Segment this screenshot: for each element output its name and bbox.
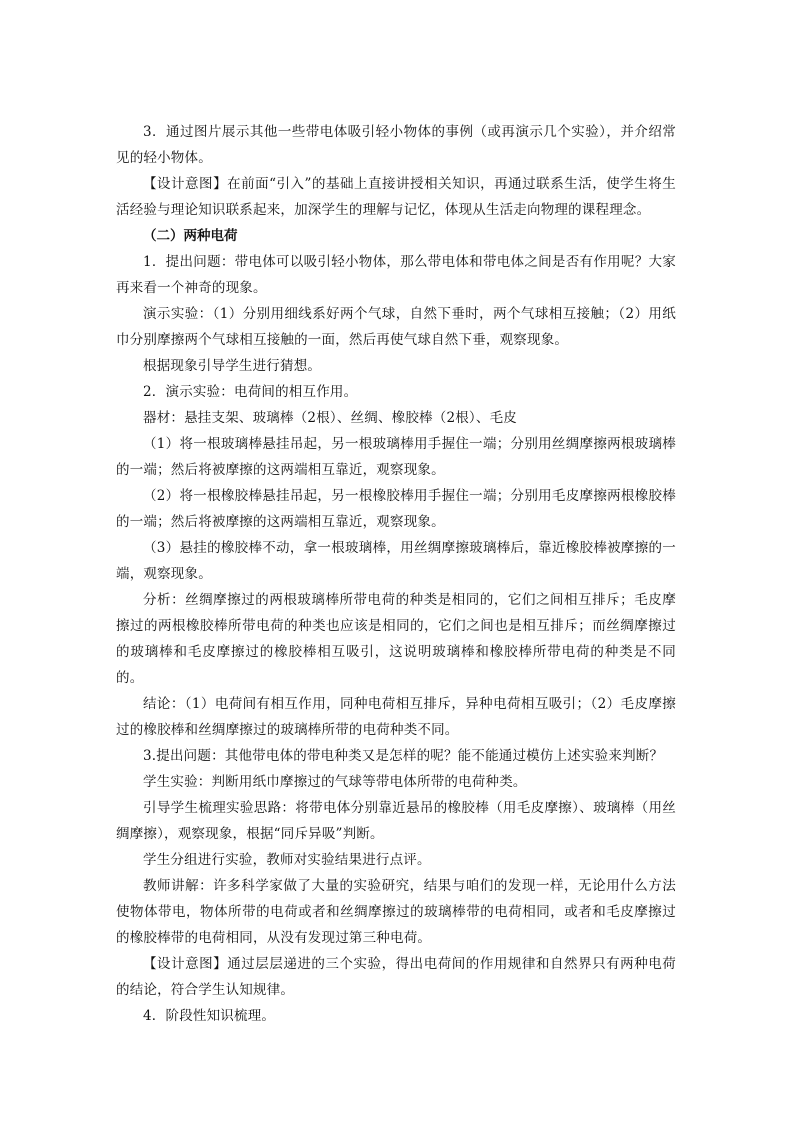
paragraph-question-1: 1．提出问题：带电体可以吸引轻小物体，那么带电体和带电体之间是否有作用呢？大家再来看一个神奇的现象。 — [116, 254, 676, 296]
paragraph-teacher-explanation: 教师讲解：许多科学家做了大量的实验研究，结果与咱们的发现一样，无论用什么方法使物体带电，物体所带的电荷或者和丝绸摩擦过的玻璃棒带的电荷相同，或者和毛皮摩擦过的橡胶棒带的电荷相同，从没有发现过第三种电荷。 — [116, 878, 676, 946]
paragraph-design-intent-2: 【设计意图】通过层层递进的三个实验，得出电荷间的作用规律和自然界只有两种电荷的结论，符合学生认知规律。 — [116, 956, 676, 998]
paragraph-demo-2: 2．演示实验：电荷间的相互作用。 — [143, 384, 358, 400]
paragraph-group-experiment: 学生分组进行实验，教师对实验结果进行点评。 — [143, 852, 431, 868]
paragraph-intro-examples: 3．通过图片展示其他一些带电体吸引轻小物体的事例（或再演示几个实验），并介绍常见的轻小物体。 — [116, 124, 676, 166]
document-page — [116, 119, 676, 1029]
paragraph-knowledge-summary: 4．阶段性知识梳理。 — [143, 1008, 276, 1024]
section-heading-two-charges: （二）两种电荷 — [143, 228, 238, 244]
paragraph-equipment: 器材：悬挂支架、玻璃棒（2根）、丝绸、橡胶棒（2根）、毛皮 — [143, 410, 517, 426]
paragraph-question-3: 3.提出问题：其他带电体的带电种类又是怎样的呢？能不能通过模仿上述实验来判断？ — [143, 748, 664, 764]
paragraph-conclusion: 结论：（1）电荷间有相互作用，同种电荷相互排斥，异种电荷相互吸引；（2）毛皮摩擦过的橡胶棒和丝绸摩擦过的玻璃棒所带的电荷种类不同。 — [116, 696, 676, 738]
paragraph-step-1: （1）将一根玻璃棒悬挂吊起，另一根玻璃棒用手握住一端；分别用丝绸摩擦两根玻璃棒的一端；然后将被摩擦的这两端相互靠近，观察现象。 — [116, 436, 676, 478]
paragraph-step-3: （3）悬挂的橡胶棒不动，拿一根玻璃棒，用丝绸摩擦玻璃棒后，靠近橡胶棒被摩擦的一端，观察现象。 — [116, 540, 676, 582]
paragraph-design-intent-1: 【设计意图】在前面“引入”的基础上直接讲授相关知识，再通过联系生活，使学生将生活经验与理论知识联系起来，加深学生的理解与记忆，体现从生活走向物理的课程理念。 — [116, 176, 676, 218]
paragraph-analysis: 分析：丝绸摩擦过的两根玻璃棒所带电荷的种类是相同的，它们之间相互排斥；毛皮摩擦过的两根橡胶棒所带电荷的种类也应该是相同的，它们之间也是相互排斥；而丝绸摩擦过的玻璃棒和毛皮摩擦过的橡胶棒相互吸引，这说明玻璃棒和橡胶棒所带电荷的种类是不同的。 — [116, 592, 676, 686]
paragraph-guide-thinking: 引导学生梳理实验思路：将带电体分别靠近悬吊的橡胶棒（用毛皮摩擦）、玻璃棒（用丝绸摩擦），观察现象，根据“同斥异吸”判断。 — [116, 800, 676, 842]
paragraph-demo-balloons: 演示实验：（1）分别用细线系好两个气球，自然下垂时，两个气球相互接触；（2）用纸巾分别摩擦两个气球相互接触的一面，然后再使气球自然下垂，观察现象。 — [116, 306, 676, 348]
paragraph-guess: 根据现象引导学生进行猜想。 — [143, 358, 322, 374]
paragraph-step-2: （2）将一根橡胶棒悬挂吊起，另一根橡胶棒用手握住一端；分别用毛皮摩擦两根橡胶棒的一端；然后将被摩擦的这两端相互靠近，观察现象。 — [116, 488, 676, 530]
paragraph-student-experiment: 学生实验：判断用纸巾摩擦过的气球等带电体所带的电荷种类。 — [143, 774, 527, 790]
